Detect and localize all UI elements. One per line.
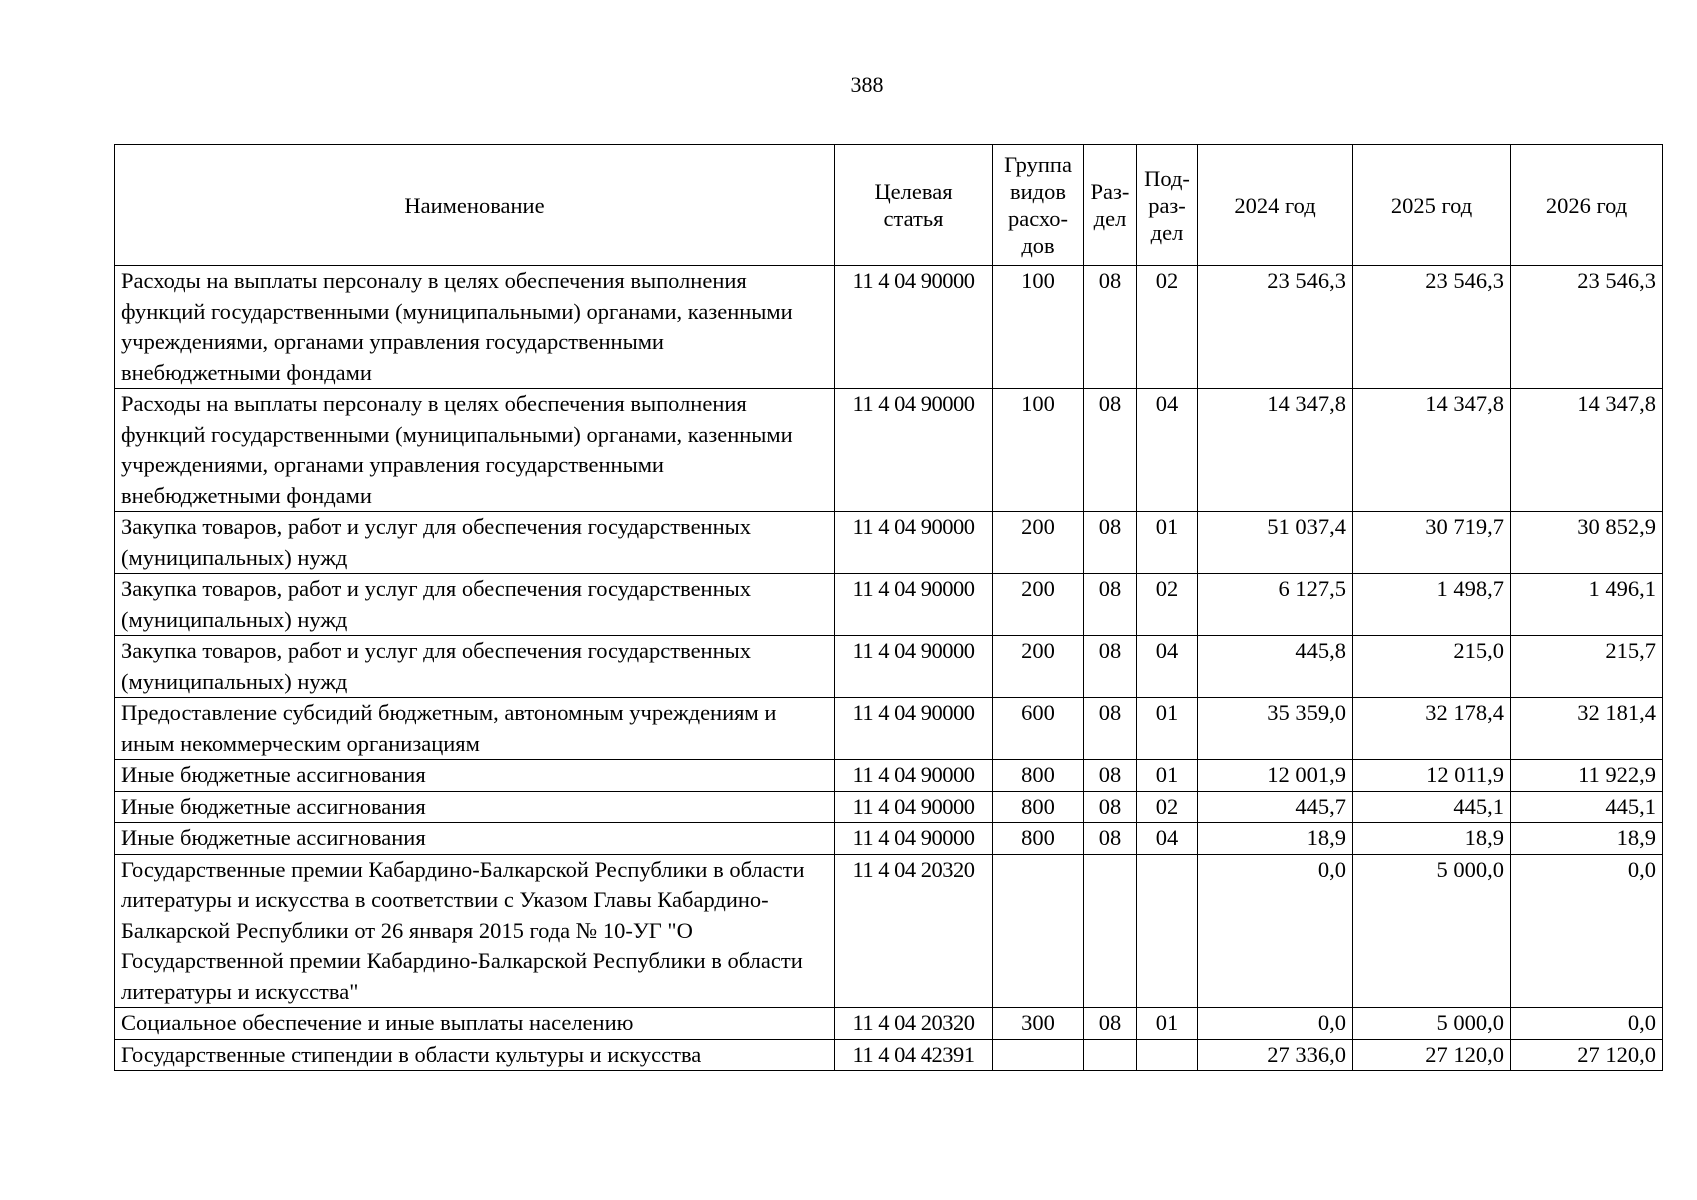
header-subsection-line-3: дел [1150,219,1184,245]
cell-2024: 6 127,5 [1198,574,1353,636]
cell-section: 08 [1084,636,1137,698]
table-row [115,574,1663,636]
cell-group: 800 [993,760,1084,792]
table-row [115,512,1663,574]
cell-target: 11 4 04 90000 [835,512,993,574]
header-subsection-line-2: раз- [1148,192,1186,218]
cell-target: 11 4 04 20320 [835,854,993,1008]
table-row [115,1008,1663,1040]
cell-2025: 5 000,0 [1353,1008,1511,1040]
cell-subsection [1137,854,1198,1008]
cell-group: 200 [993,636,1084,698]
cell-2026: 0,0 [1511,854,1663,1008]
cell-section: 08 [1084,574,1137,636]
cell-name: Иные бюджетные ассигнования [115,760,835,792]
page-number: 388 [850,72,884,97]
cell-2024: 18,9 [1198,823,1353,855]
cell-group: 200 [993,574,1084,636]
header-target [835,145,993,266]
header-subsection-line-1: Под- [1144,165,1190,191]
cell-2025: 445,1 [1353,791,1511,823]
header-group-line-2: видов [1010,179,1066,204]
cell-2025: 18,9 [1353,823,1511,855]
cell-2026: 14 347,8 [1511,389,1663,512]
cell-group: 200 [993,512,1084,574]
cell-section: 08 [1084,823,1137,855]
cell-section [1084,854,1137,1008]
cell-2026: 215,7 [1511,636,1663,698]
cell-name: Предоставление субсидий бюджетным, автономным учреждениям и иным некоммерческим организациям [115,698,835,760]
cell-target: 11 4 04 90000 [835,636,993,698]
table-body [115,266,1663,1071]
header-2024: 2024 год [1198,145,1353,266]
header-subsection [1137,145,1198,266]
cell-2024: 35 359,0 [1198,698,1353,760]
cell-2026: 32 181,4 [1511,698,1663,760]
header-section-line-1: Раз- [1090,179,1130,204]
cell-2026: 445,1 [1511,791,1663,823]
cell-2025: 30 719,7 [1353,512,1511,574]
table-row [115,266,1663,389]
cell-group: 300 [993,1008,1084,1040]
cell-group [993,854,1084,1008]
cell-2025: 1 498,7 [1353,574,1511,636]
cell-section: 08 [1084,1008,1137,1040]
cell-2024: 23 546,3 [1198,266,1353,389]
cell-section [1084,1039,1137,1071]
cell-target: 11 4 04 90000 [835,760,993,792]
cell-section: 08 [1084,512,1137,574]
cell-2025: 215,0 [1353,636,1511,698]
cell-2025: 14 347,8 [1353,389,1511,512]
cell-2025: 23 546,3 [1353,266,1511,389]
cell-subsection: 01 [1137,760,1198,792]
cell-2024: 14 347,8 [1198,389,1353,512]
cell-2024: 0,0 [1198,1008,1353,1040]
cell-2024: 445,7 [1198,791,1353,823]
cell-target: 11 4 04 90000 [835,791,993,823]
table-row [115,636,1663,698]
cell-section: 08 [1084,760,1137,792]
cell-section: 08 [1084,791,1137,823]
cell-name: Социальное обеспечение и иные выплаты населению [115,1008,835,1040]
table-row [115,389,1663,512]
cell-section: 08 [1084,698,1137,760]
cell-2026: 18,9 [1511,823,1663,855]
cell-group: 600 [993,698,1084,760]
cell-2026: 0,0 [1511,1008,1663,1040]
cell-2025: 12 011,9 [1353,760,1511,792]
table-row [115,1039,1663,1071]
cell-target: 11 4 04 42391 [835,1039,993,1071]
cell-subsection: 01 [1137,698,1198,760]
header-group [993,145,1084,266]
table-row [115,760,1663,792]
cell-subsection: 04 [1137,636,1198,698]
cell-group: 100 [993,389,1084,512]
cell-section: 08 [1084,389,1137,512]
budget-table [114,144,1663,1071]
cell-subsection [1137,1039,1198,1071]
cell-2024: 27 336,0 [1198,1039,1353,1071]
header-group-line-3: расхо- [1007,206,1069,231]
cell-name: Государственные премии Кабардино-Балкарской Республики в области литературы и искусства в соответствии с Указом Главы Кабардино-Балкарской Республики от 26 января 2015 года № 10-УГ "О Государственной премии Кабардино-Балкарской Республики в области литературы и искусства" [115,854,835,1008]
cell-name: Закупка товаров, работ и услуг для обеспечения государственных (муниципальных) нужд [115,574,835,636]
cell-subsection: 04 [1137,389,1198,512]
cell-name: Расходы на выплаты персоналу в целях обеспечения выполнения функций государственными (муниципальными) органами, казенными учреждениями, органами управления государственными внебюджетными фондами [115,389,835,512]
cell-2026: 23 546,3 [1511,266,1663,389]
cell-target: 11 4 04 90000 [835,574,993,636]
cell-target: 11 4 04 20320 [835,1008,993,1040]
cell-target: 11 4 04 90000 [835,823,993,855]
cell-2025: 5 000,0 [1353,854,1511,1008]
cell-subsection: 04 [1137,823,1198,855]
cell-name: Государственные стипендии в области культуры и искусства [115,1039,835,1071]
cell-2024: 12 001,9 [1198,760,1353,792]
cell-2025: 32 178,4 [1353,698,1511,760]
header-name: Наименование [115,145,835,266]
cell-subsection: 02 [1137,791,1198,823]
header-group-line-4: дов [1021,233,1055,258]
cell-name: Закупка товаров, работ и услуг для обеспечения государственных (муниципальных) нужд [115,512,835,574]
header-2025: 2025 год [1353,145,1511,266]
cell-target: 11 4 04 90000 [835,266,993,389]
cell-group [993,1039,1084,1071]
header-section [1084,145,1137,266]
cell-name: Расходы на выплаты персоналу в целях обеспечения выполнения функций государственными (муниципальными) органами, казенными учреждениями, органами управления государственными внебюджетными фондами [115,266,835,389]
header-section-line-2: дел [1093,206,1127,231]
header-group-line-1: Группа [1004,152,1072,177]
table-row [115,823,1663,855]
cell-name: Иные бюджетные ассигнования [115,823,835,855]
header-2026: 2026 год [1511,145,1663,266]
cell-2026: 1 496,1 [1511,574,1663,636]
header-target-text: Целевая статья [874,179,953,231]
cell-2026: 11 922,9 [1511,760,1663,792]
cell-2024: 51 037,4 [1198,512,1353,574]
cell-target: 11 4 04 90000 [835,389,993,512]
cell-group: 800 [993,823,1084,855]
cell-group: 800 [993,791,1084,823]
cell-2026: 27 120,0 [1511,1039,1663,1071]
cell-subsection: 01 [1137,1008,1198,1040]
cell-target: 11 4 04 90000 [835,698,993,760]
cell-subsection: 01 [1137,512,1198,574]
cell-name: Иные бюджетные ассигнования [115,791,835,823]
cell-section: 08 [1084,266,1137,389]
cell-2024: 0,0 [1198,854,1353,1008]
table-header-row [115,145,1663,266]
cell-2025: 27 120,0 [1353,1039,1511,1071]
table-row [115,698,1663,760]
cell-subsection: 02 [1137,574,1198,636]
table-row [115,791,1663,823]
table-row [115,854,1663,1008]
cell-group: 100 [993,266,1084,389]
cell-subsection: 02 [1137,266,1198,389]
cell-name: Закупка товаров, работ и услуг для обеспечения государственных (муниципальных) нужд [115,636,835,698]
cell-2024: 445,8 [1198,636,1353,698]
cell-2026: 30 852,9 [1511,512,1663,574]
